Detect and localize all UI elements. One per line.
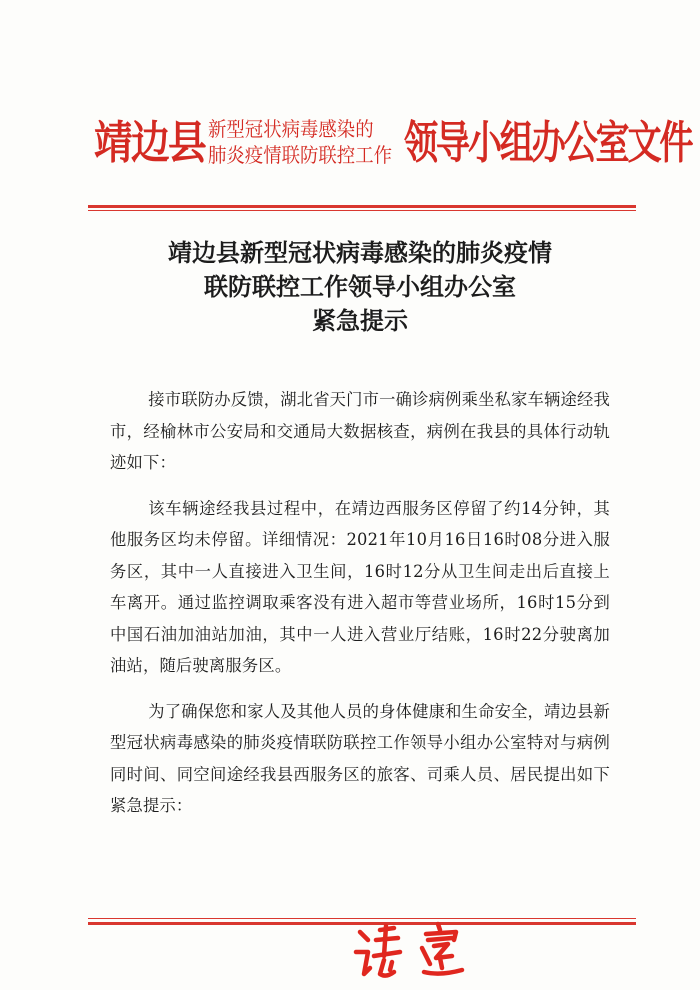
- header-subtitle-line1: 新型冠状病毒感染的: [208, 117, 374, 141]
- header-office-file: 领导小组办公室文件: [404, 116, 692, 169]
- title-line3: 紧急提示: [312, 306, 408, 335]
- document-body: [110, 384, 610, 836]
- header-rule-thin: [88, 210, 636, 211]
- title-line1: 靖边县新型冠状病毒感染的肺炎疫情: [168, 238, 552, 267]
- header-county-name: 靖边县: [94, 116, 205, 169]
- header-rule-thick: [88, 205, 636, 208]
- title-line2: 联防联控工作领导小组办公室: [204, 272, 516, 301]
- document-header: [88, 108, 692, 178]
- paragraph-1: 接市联防办反馈，湖北省天门市一确诊病例乘坐私家车辆途经我市，经榆林市公安局和交通局大数据核查，病例在我县的具体行动轨迹如下：: [110, 390, 610, 472]
- paragraph-2: 该车辆途经我县过程中，在靖边西服务区停留了约14分钟，其他服务区均未停留。详细情况：2021年10月16日16时08分进入服务区，其中一人直接进入卫生间，16时12分从卫生间走出后直接上车离开。通过监控调取乘客没有进入超市等营业场所，16时15分到中国石油加油站加油，其中一人进入营业厅结账，16时22分驶离加油站，随后驶离服务区。: [110, 498, 610, 675]
- handwritten-signature-icon: [350, 918, 480, 988]
- document-title: [60, 236, 660, 338]
- header-subtitle: [208, 116, 392, 168]
- header-subtitle-line2: 肺炎疫情联防联控工作: [208, 143, 392, 167]
- paragraph-3: 为了确保您和家人及其他人员的身体健康和生命安全，靖边县新型冠状病毒感染的肺炎疫情联防联控工作领导小组办公室特对与病例同时间、同空间途经我县西服务区的旅客、司乘人员、居民提出如下紧急提示：: [110, 701, 610, 815]
